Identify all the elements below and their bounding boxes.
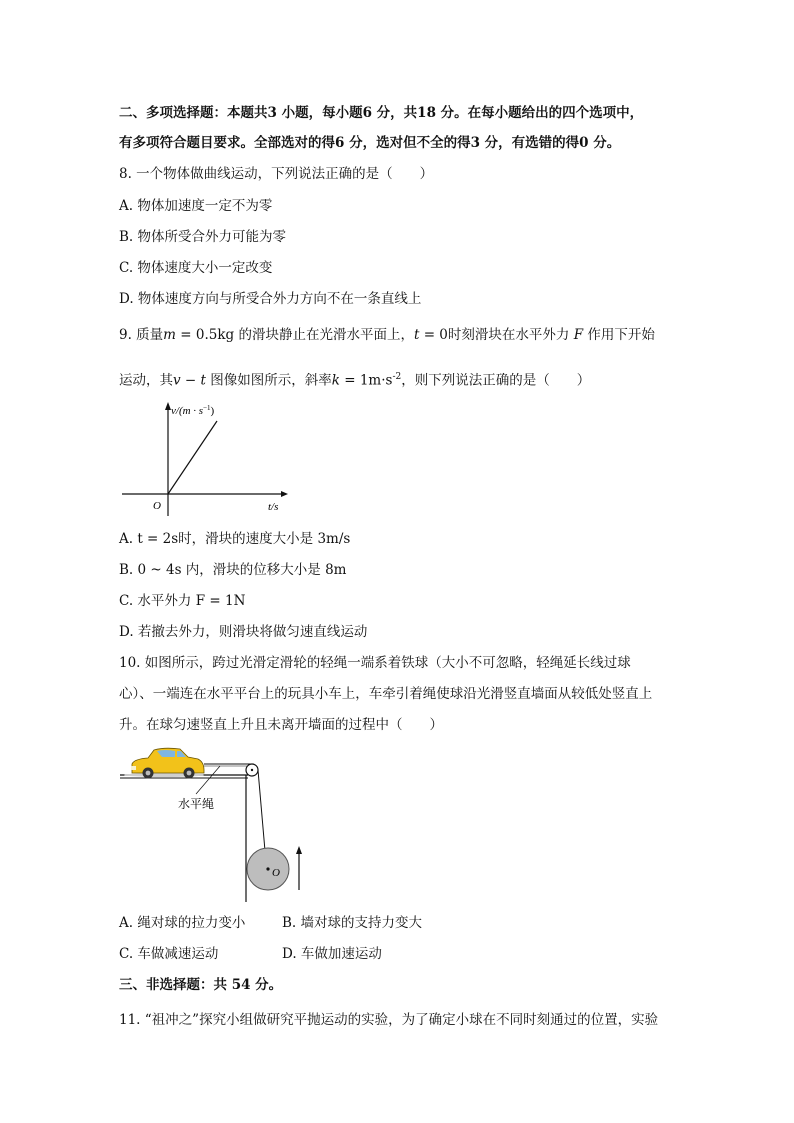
q10-option-a: A. 绳对球的拉力变小 bbox=[119, 915, 246, 931]
q8-option-d: D. 物体速度方向与所受合外力方向不在一条直线上 bbox=[119, 291, 422, 307]
section-3-heading: 三、非选择题：共 54 分。 bbox=[119, 977, 283, 993]
q8-option-b: B. 物体所受合外力可能为零 bbox=[119, 229, 287, 245]
q10-pulley-figure bbox=[118, 742, 318, 904]
q8-stem: 8. 一个物体做曲线运动，下列说法正确的是（ ） bbox=[119, 166, 434, 182]
q9-option-d: D. 若撤去外力，则滑块将做匀速直线运动 bbox=[119, 624, 368, 640]
section-2-heading-line-1: 二、多项选择题：本题共3 小题，每小题6 分，共18 分。在每小题给出的四个选项中， bbox=[119, 105, 644, 121]
motion-arrow-head bbox=[296, 846, 302, 854]
q9-option-b: B. 0 ~ 4s 内，滑块的位移大小是 8m bbox=[119, 562, 347, 578]
q11-stem-line-1: 11. “祖冲之”探究小组做研究平抛运动的实验，为了确定小球在不同时刻通过的位置，实验 bbox=[119, 1012, 659, 1028]
origin-label: O bbox=[153, 500, 161, 512]
velocity-line bbox=[168, 421, 217, 494]
q9-stem-line-1: 9. 质量m = 0.5kg 的滑块静止在光滑水平面上，t = 0时刻滑块在水平外力 F 作用下开始 bbox=[119, 327, 655, 343]
q10-option-d: D. 车做加速运动 bbox=[282, 946, 382, 962]
q10-option-b: B. 墙对球的支持力变大 bbox=[282, 915, 423, 931]
ball-center-dot bbox=[266, 867, 269, 870]
q9-option-a: A. t = 2s时，滑块的速度大小是 3m/s bbox=[119, 531, 351, 547]
q10-stem-line-1: 10. 如图所示，跨过光滑定滑轮的轻绳一端系着铁球（大小不可忽略，轻绳延长线过球 bbox=[119, 655, 631, 671]
q9-option-c: C. 水平外力 F = 1N bbox=[119, 593, 246, 609]
toy-car bbox=[124, 748, 204, 778]
q10-stem-line-3: 升。在球匀速竖直上升且未离开墙面的过程中（ ） bbox=[119, 717, 443, 733]
ball-center-label: O bbox=[272, 867, 280, 879]
rope-label: 水平绳 bbox=[178, 797, 215, 811]
q10-option-c: C. 车做减速运动 bbox=[119, 946, 219, 962]
q9-stem-line-2: 运动，其v − t 图像如图所示，斜率$k = 1m\cdot s^{-2}$，则下列说法正确的是（ ） bbox=[119, 372, 591, 389]
x-axis-label: t/s bbox=[268, 501, 279, 513]
q8-option-c: C. 物体速度大小一定改变 bbox=[119, 260, 273, 276]
x-axis-arrow bbox=[281, 491, 288, 497]
q8-option-a: A. 物体加速度一定不为零 bbox=[119, 198, 273, 214]
section-2-heading-line-2: 有多项符合题目要求。全部选对的得6 分，选对但不全的得3 分，有选错的得0 分。 bbox=[119, 135, 621, 151]
q10-stem-line-2: 心）、一端连在水平平台上的玩具小车上，车牵引着绳使球沿光滑竖直墙面从较低处竖直上 bbox=[119, 686, 653, 702]
y-axis-label: $v/(m \cdot s^{-1})$ bbox=[171, 404, 215, 417]
q9-vt-graph bbox=[118, 398, 298, 523]
